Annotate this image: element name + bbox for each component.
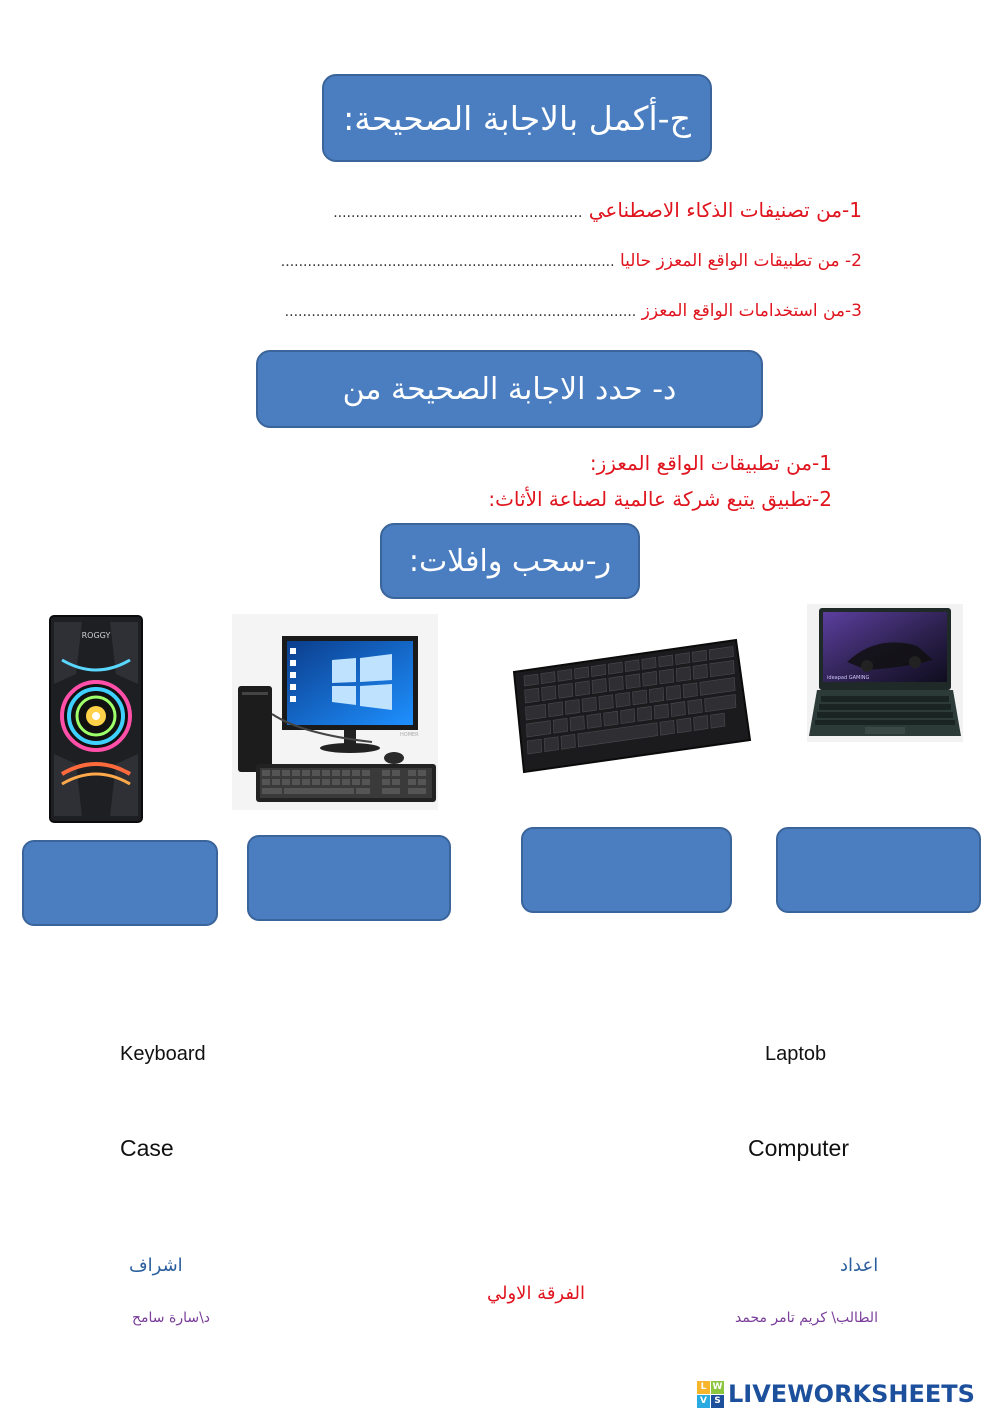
liveworksheets-brand — [697, 1378, 975, 1410]
question-c2 — [281, 251, 862, 271]
drop-box-4[interactable] — [776, 827, 981, 913]
section-r-title-box — [380, 523, 640, 599]
laptop-image — [807, 604, 963, 742]
logo-cell-v: V — [697, 1395, 710, 1408]
section-d-title-box — [256, 350, 763, 428]
answer-blank-c3[interactable]: ............................................................................... — [284, 304, 637, 320]
keyboard-image — [510, 632, 772, 777]
question-c1-text: 1-من تصنيفات الذكاء الاصطناعي — [588, 198, 862, 222]
prepared-label: اعداد — [840, 1255, 879, 1276]
pc-case-brand-text: ROGGY — [81, 631, 111, 640]
student-name: الطالب\ كريم تامر محمد — [735, 1310, 878, 1326]
question-c3 — [285, 301, 862, 321]
liveworksheets-logo-icon — [697, 1381, 724, 1408]
question-c3-text: 3-من استخدامات الواقع المعزز — [641, 301, 862, 321]
answer-blank-c1[interactable]: ........................................................ — [333, 205, 583, 221]
monitor-brand-text: HOMER — [400, 732, 419, 738]
logo-cell-s: S — [711, 1395, 724, 1408]
year-label: الفرقة الاولي — [487, 1283, 585, 1304]
section-r-title: ر-سحب وافلات: — [408, 543, 612, 579]
question-c1 — [333, 198, 862, 222]
section-d-title: د- حدد الاجابة الصحيحة من — [342, 371, 677, 407]
word-computer[interactable]: Computer — [748, 1135, 849, 1161]
question-d2[interactable] — [488, 487, 832, 511]
question-d1[interactable] — [590, 451, 832, 475]
logo-cell-w: W — [712, 1381, 723, 1392]
supervisor-name: د\سارة سامح — [132, 1310, 211, 1326]
section-c-title: ج-أكمل بالاجابة الصحيحة: — [343, 98, 691, 138]
question-d1-text: 1-من تطبيقات الواقع المعزز: — [589, 451, 832, 475]
desktop-computer-image — [232, 614, 438, 810]
question-c2-text: 2- من تطبيقات الواقع المعزز حاليا — [619, 251, 862, 271]
word-keyboard[interactable]: Keyboard — [120, 1043, 206, 1065]
laptop-brand-text: ideapad GAMING — [827, 675, 870, 681]
pc-case-image — [48, 614, 144, 824]
supervision-label: اشراف — [129, 1255, 183, 1276]
drop-box-1[interactable] — [22, 840, 218, 926]
drop-box-3[interactable] — [521, 827, 732, 913]
logo-cell-l: L — [697, 1381, 710, 1394]
liveworksheets-wordmark: LIVEWORKSHEETS — [728, 1380, 975, 1408]
word-case[interactable]: Case — [120, 1135, 174, 1161]
section-c-title-box — [322, 74, 712, 162]
drop-box-2[interactable] — [247, 835, 451, 921]
answer-blank-c2[interactable]: ........................................................................... — [280, 254, 615, 270]
question-d2-text: 2-تطبيق يتبع شركة عالمية لصناعة الأثاث: — [488, 487, 832, 511]
word-laptop[interactable]: Laptob — [765, 1043, 827, 1065]
